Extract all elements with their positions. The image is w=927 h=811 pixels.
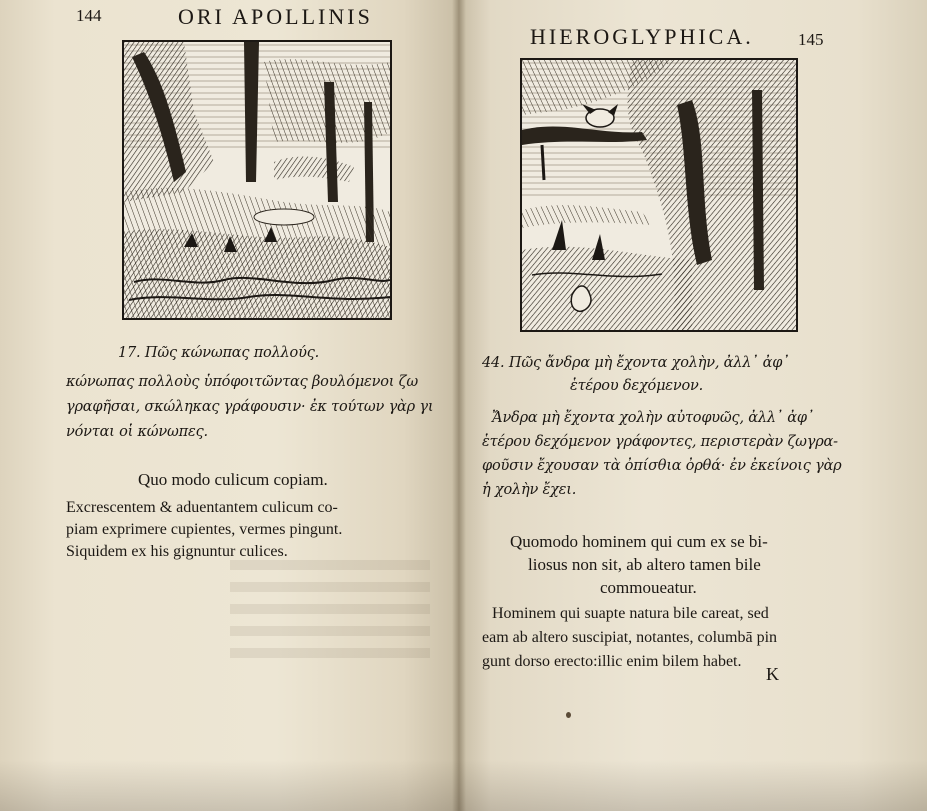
running-head-right: HIEROGLYPHICA. [530, 24, 754, 49]
ink-spot [566, 712, 571, 718]
latin-title-line: liosus non sit, ab altero tamen bile [528, 555, 761, 574]
latin-body-line: Excrescentem & aduentantem culicum co- [66, 499, 338, 516]
greek-body-line: κώνωπας πολλοὺς ὑπόφοιτῶντας βουλόμενοι ζω [66, 374, 418, 390]
latin-body-line: gunt dorso erecto:illic enim bilem habet. [482, 653, 742, 670]
greek-body-line: γραφῆσαι, σκώληκας γράφουσιν· ἐκ τούτων γὰρ γι [66, 399, 434, 415]
greek-body-line: νόνται οἱ κώνωπες. [66, 424, 208, 440]
page-number-right: 145 [798, 30, 824, 49]
latin-body-line: eam ab altero suscipiat, notantes, columbā pin [482, 629, 778, 646]
show-through-text [230, 560, 430, 660]
woodcut-illustration-swamp [122, 40, 392, 320]
greek-body-line: φοῦσιν ἔχουσαν τὰ ὀπίσθια ὀρθά· ἐν ἐκείνοις γὰρ [482, 458, 842, 474]
greek-title-line: Πῶς ἄνδρα μὴ ἔχοντα χολὴν, ἀλλ᾽ ἀφ᾽ [508, 355, 790, 371]
page-shadow [0, 760, 927, 811]
greek-section-title-right [482, 353, 789, 373]
right-page [458, 0, 927, 811]
latin-title-line: commoueatur. [600, 578, 697, 597]
running-head-left: ORI APOLLINIS [178, 4, 373, 29]
latin-body-line: piam exprimere cupientes, vermes pingunt. [66, 521, 343, 538]
latin-body-line: Hominem qui suapte natura bile careat, sed [492, 605, 769, 622]
woodcut-illustration-dove [520, 58, 798, 332]
latin-section-title-left: Quo modo culicum copiam. [138, 470, 328, 489]
section-number: 17. [118, 345, 141, 361]
left-page [0, 0, 458, 811]
signature-mark: K [766, 664, 779, 684]
greek-title-line: ἑτέρου δεχόμενον. [570, 378, 704, 394]
section-number: 44. [482, 355, 505, 371]
greek-body-line: ἑτέρου δεχόμενον γράφοντες, περιστερὰν ζωγρα- [482, 434, 838, 450]
book-gutter [452, 0, 466, 811]
greek-title: Πῶς κώνωπας πολλούς. [144, 345, 320, 361]
latin-body-line: Siquidem ex his gignuntur culices. [66, 543, 288, 560]
latin-title-line: Quomodo hominem qui cum ex se bi- [510, 532, 768, 551]
greek-body-line: Ἄνδρα μὴ ἔχοντα χολὴν αὐτοφυῶς, ἀλλ᾽ ἀφ᾽ [492, 410, 814, 426]
page-number-left: 144 [76, 6, 102, 25]
greek-body-line: ἡ χολὴν ἔχει. [482, 482, 577, 498]
greek-section-title-left [118, 343, 319, 363]
